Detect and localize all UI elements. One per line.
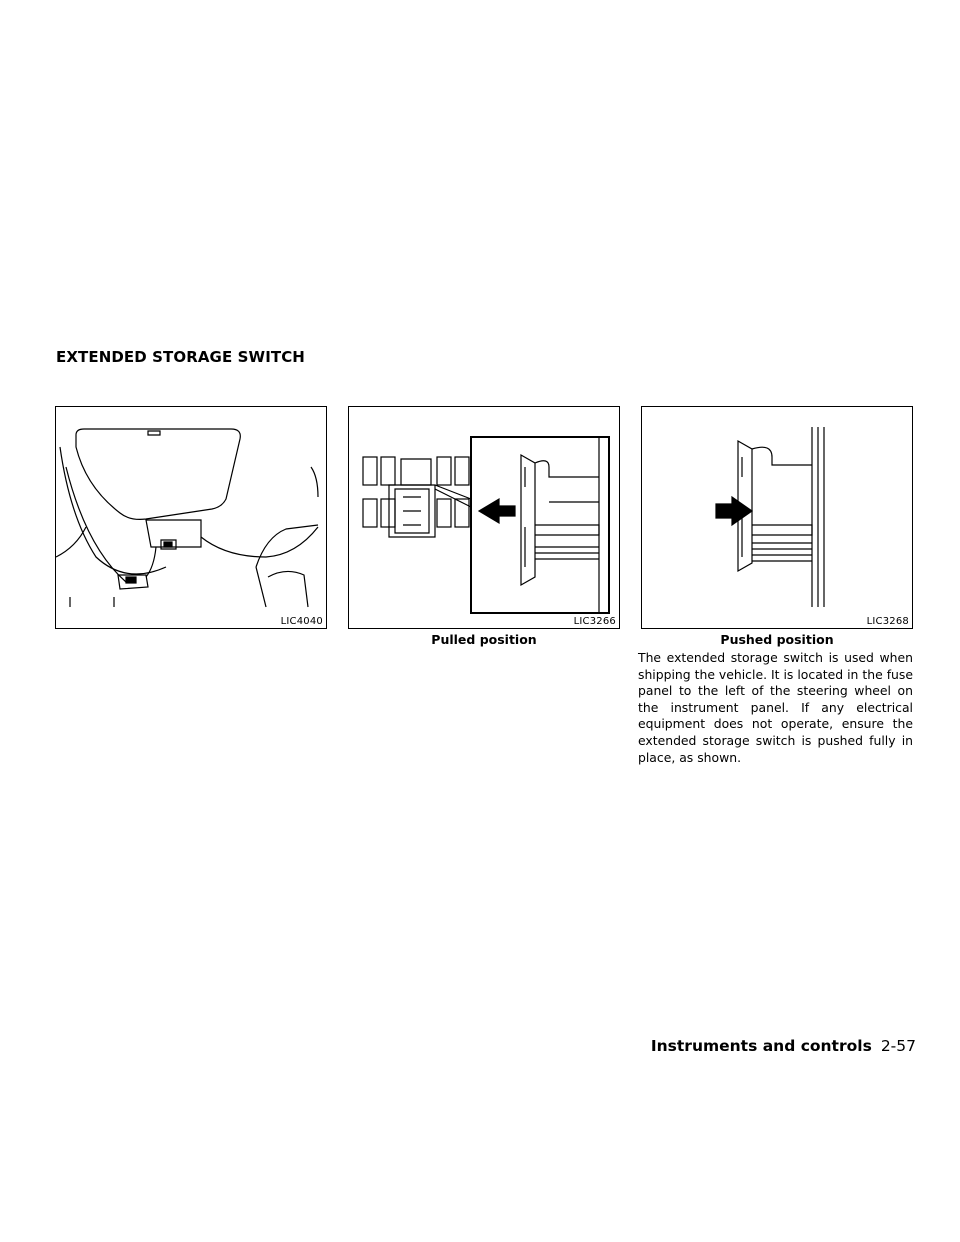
- page-footer: [651, 1037, 916, 1055]
- page-number: 2-57: [880, 1037, 916, 1055]
- figure-switch-location: [55, 406, 327, 629]
- figure-pulled-position: [348, 406, 620, 629]
- figure-code: LIC3266: [573, 616, 616, 627]
- pull-arrow-icon: [479, 499, 515, 523]
- pulled-switch-illustration: [349, 407, 619, 628]
- pushed-switch-illustration: [642, 407, 912, 628]
- figure-pushed-position: [641, 406, 913, 629]
- figure-code: LIC3268: [866, 616, 909, 627]
- section-heading: EXTENDED STORAGE SWITCH: [56, 348, 305, 366]
- body-paragraph: The extended storage switch is used when shipping the vehicle. It is located in the fuse panel to the left of the steering wheel on the instrument panel. If any electrical equipment does not operate, ensure the extended storage switch is pushed fully in place, as shown.: [638, 650, 913, 765]
- footer-section-title: Instruments and controls: [650, 1037, 872, 1055]
- figure-caption-pulled: Pulled position: [431, 632, 537, 647]
- figure-caption-pushed: Pushed position: [720, 632, 834, 647]
- push-arrow-icon: [716, 497, 752, 525]
- figure-code: LIC4040: [280, 616, 323, 627]
- dashboard-illustration: [56, 407, 326, 628]
